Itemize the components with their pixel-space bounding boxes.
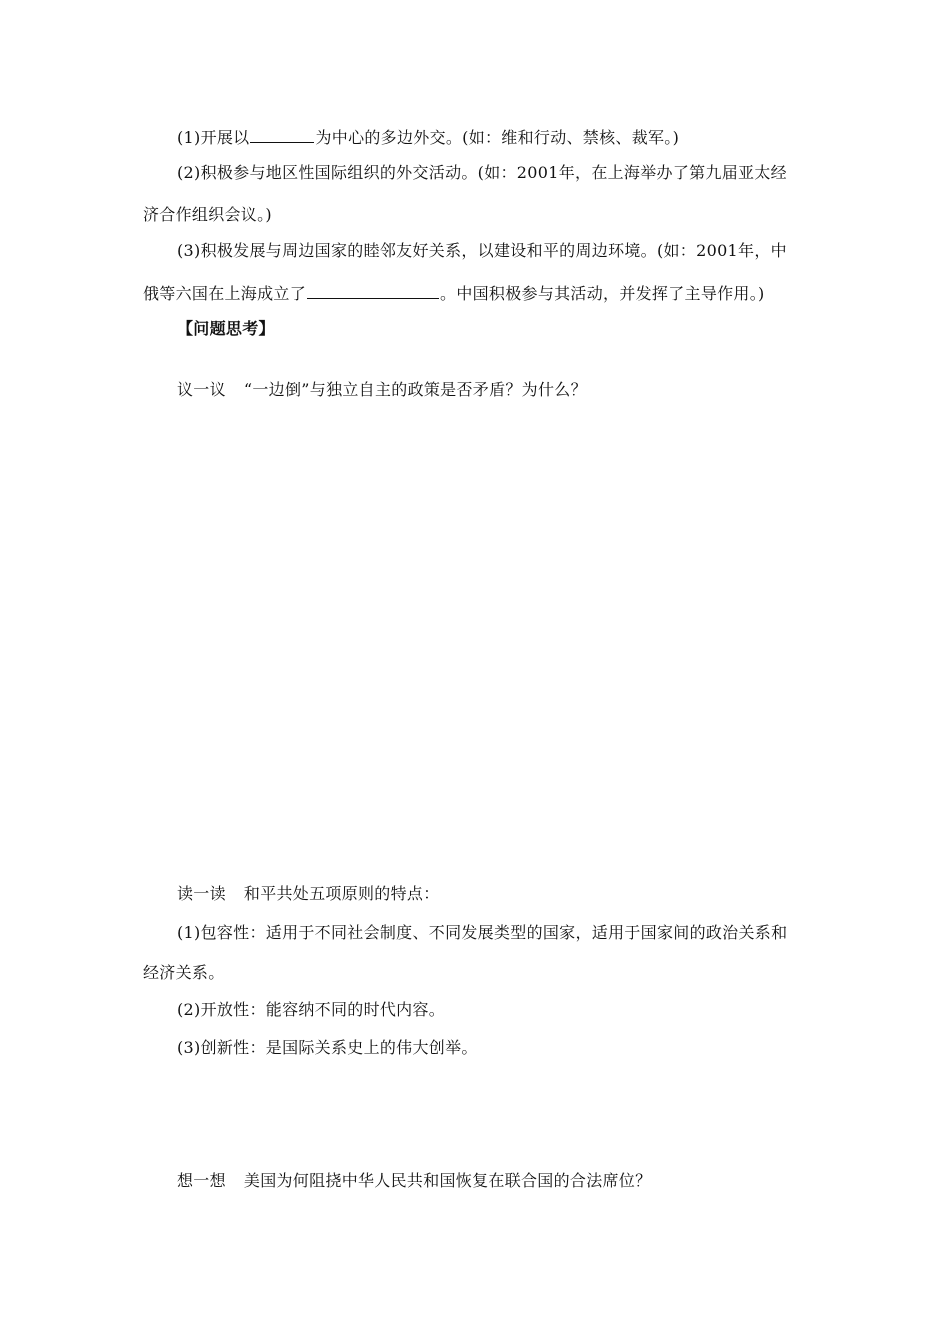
item3-suffix: 。中国积极参与其活动，并发挥了主导作用。): [440, 284, 765, 303]
read-item3: (3)创新性：是国际关系史上的伟大创举。: [177, 1038, 478, 1057]
discuss-text: “一边倒”与独立自主的政策是否矛盾？为什么？: [243, 380, 587, 399]
discuss-label: 议一议: [177, 380, 226, 399]
answer-blank-1[interactable]: [250, 127, 314, 143]
item3-prefix: 俄等六国在上海成立了: [143, 284, 307, 303]
item1-line: [177, 127, 679, 148]
item2-line1: (2)积极参与地区性国际组织的外交活动。(如：2001年，在上海举办了第九届亚太经: [177, 163, 787, 182]
read-item1-line2: 经济关系。: [143, 963, 225, 982]
think-text: 美国为何阻挠中华人民共和国恢复在联合国的合法席位？: [243, 1171, 652, 1190]
read-item2: (2)开放性：能容纳不同的时代内容。: [177, 1000, 446, 1019]
think-label: 想一想: [177, 1171, 226, 1190]
discuss-question: [177, 380, 587, 400]
item1-suffix: 为中心的多边外交。(如：维和行动、禁核、裁军。): [315, 128, 680, 147]
read-title: 和平共处五项原则的特点：: [243, 884, 440, 903]
item3-line2: [143, 283, 765, 304]
item3-line1: (3)积极发展与周边国家的睦邻友好关系，以建设和平的周边环境。(如：2001年，中: [177, 241, 787, 260]
think-question: [177, 1171, 651, 1191]
item2-line2: 济合作组织会议。): [143, 205, 272, 224]
item1-prefix: (1)开展以: [177, 128, 250, 147]
read-heading: [177, 884, 440, 904]
read-label: 读一读: [177, 884, 226, 903]
read-item1-line1: (1)包容性：适用于不同社会制度、不同发展类型的国家，适用于国家间的政治关系和: [177, 923, 788, 942]
answer-blank-2[interactable]: [307, 283, 439, 299]
section-heading: 【问题思考】: [177, 319, 275, 338]
